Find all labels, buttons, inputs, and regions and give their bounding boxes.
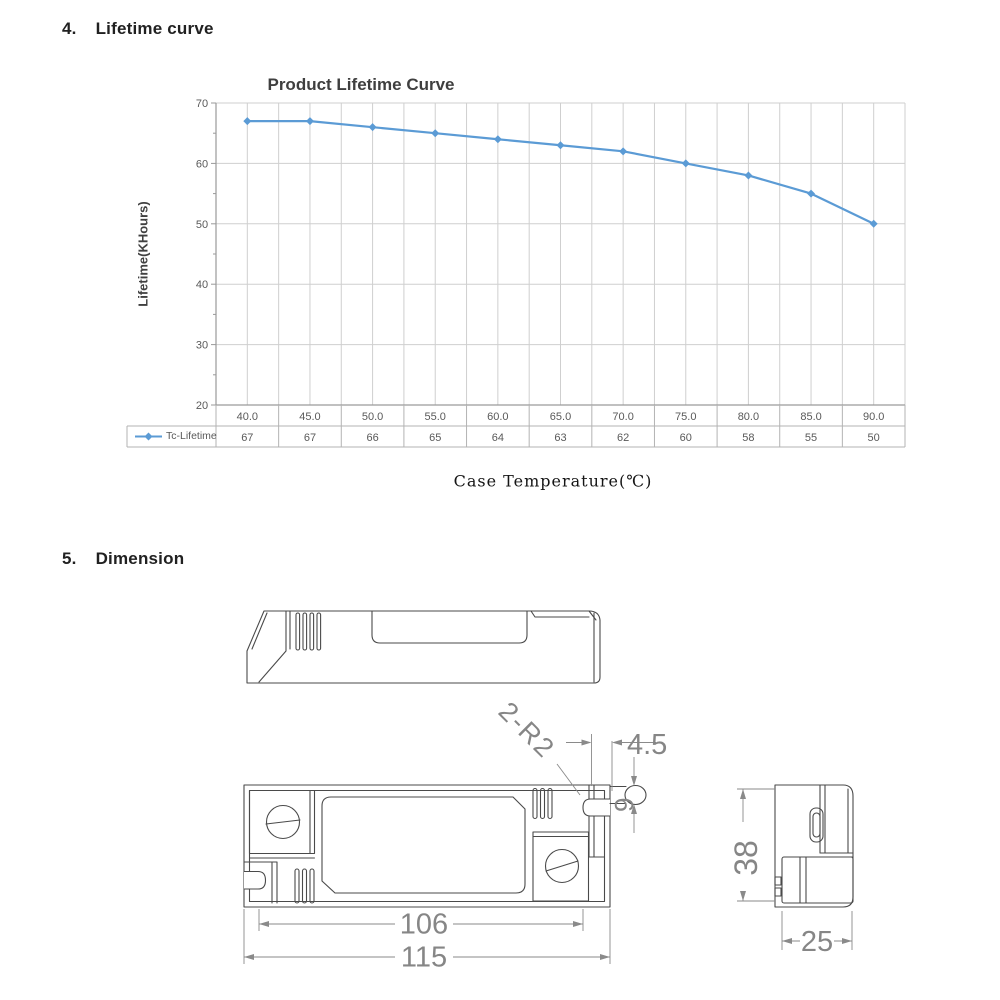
dim-label-4-5: 4.5 xyxy=(627,729,668,761)
front-view-drawing xyxy=(244,785,646,907)
dim-label-106: 106 xyxy=(399,908,449,941)
svg-text:60: 60 xyxy=(679,432,692,444)
dim-label-9: 9 xyxy=(609,797,639,812)
section-4-number: 4. xyxy=(62,19,77,38)
svg-text:80.0: 80.0 xyxy=(737,411,760,423)
x-axis-caption: Case Temperature(℃) xyxy=(453,471,653,491)
svg-text:50: 50 xyxy=(867,432,880,444)
legend-label: Tc-Lifetime xyxy=(166,430,217,442)
svg-text:40: 40 xyxy=(195,279,209,292)
section-5-number: 5. xyxy=(62,549,77,568)
svg-text:60.0: 60.0 xyxy=(487,411,509,423)
dim-label-25: 25 xyxy=(800,926,834,958)
svg-text:60: 60 xyxy=(195,158,209,171)
svg-text:64: 64 xyxy=(491,432,504,444)
svg-text:65.0: 65.0 xyxy=(549,411,572,423)
svg-text:65: 65 xyxy=(429,432,442,444)
svg-text:58: 58 xyxy=(742,432,755,444)
dim-label-38: 38 xyxy=(728,840,764,876)
svg-text:66: 66 xyxy=(366,432,379,444)
svg-text:50: 50 xyxy=(195,218,209,231)
dimension-annotations xyxy=(244,696,852,973)
dim-label-2-r2: 2-R2 xyxy=(492,696,562,765)
svg-text:20: 20 xyxy=(195,400,209,412)
chart-title: Product Lifetime Curve xyxy=(267,75,455,94)
svg-text:62: 62 xyxy=(617,432,630,444)
section-5-title: Dimension xyxy=(95,549,185,568)
svg-text:40.0: 40.0 xyxy=(236,411,259,423)
svg-text:50.0: 50.0 xyxy=(361,411,384,423)
dim-label-115: 115 xyxy=(400,941,448,974)
svg-text:45.0: 45.0 xyxy=(299,411,321,423)
y-axis-title: Lifetime(KHours) xyxy=(135,201,151,307)
top-view-drawing xyxy=(247,611,600,683)
svg-text:55: 55 xyxy=(804,432,818,444)
svg-text:67: 67 xyxy=(241,432,254,444)
svg-text:55.0: 55.0 xyxy=(424,411,446,423)
svg-text:85.0: 85.0 xyxy=(800,411,822,423)
svg-text:70.0: 70.0 xyxy=(612,411,634,423)
svg-text:63: 63 xyxy=(554,432,567,444)
svg-text:67: 67 xyxy=(303,432,317,444)
side-view-drawing xyxy=(775,785,853,907)
section-4-title: Lifetime curve xyxy=(95,19,214,38)
svg-text:70: 70 xyxy=(195,98,209,110)
svg-text:30: 30 xyxy=(195,339,209,352)
svg-text:90.0: 90.0 xyxy=(862,411,885,423)
svg-text:75.0: 75.0 xyxy=(675,411,697,423)
dimension-drawings xyxy=(0,560,1000,1000)
